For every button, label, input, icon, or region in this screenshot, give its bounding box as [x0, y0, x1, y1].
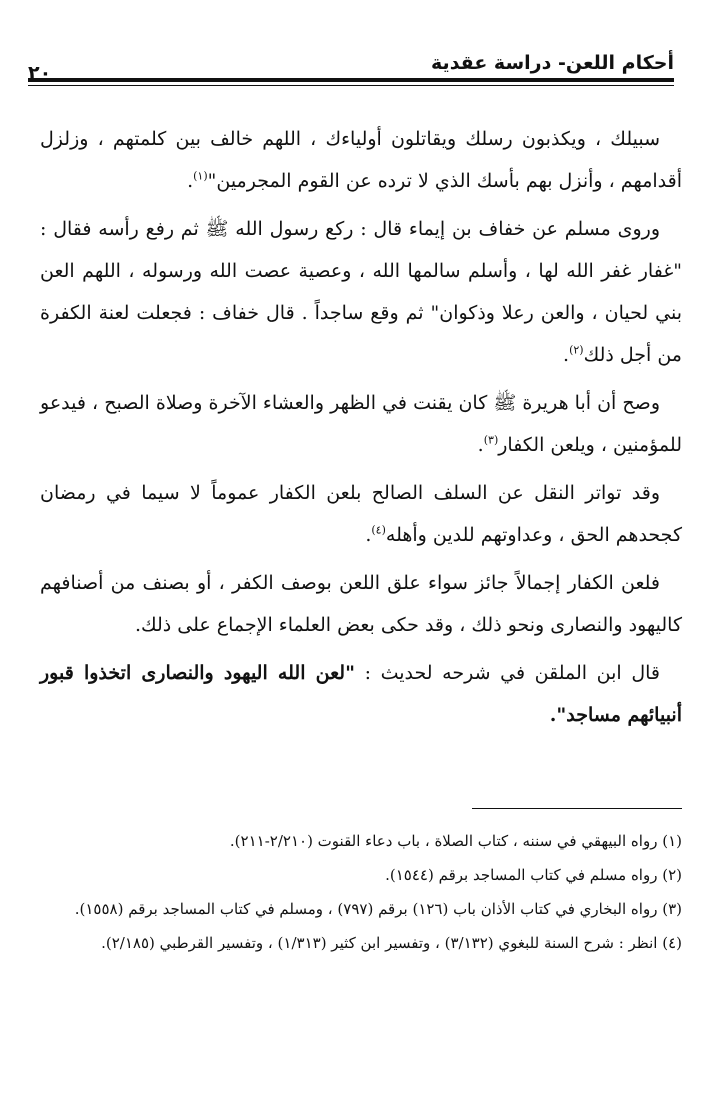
footnote: (٢) رواه مسلم في كتاب المساجد برقم (١٥٤٤). — [385, 866, 682, 884]
footnote-separator — [472, 808, 682, 809]
footnote-marker[interactable]: (٢) — [569, 343, 584, 357]
paragraph-closing: قال ابن الملقن في شرحه لحديث : "لعن الله اليهود والنصارى اتخذوا قبور أنبيائهم مساجد". — [40, 662, 682, 726]
paragraph: وروى مسلم عن خفاف بن إيماء قال : ركع رسول الله ﷺ ثم رفع رأسه فقال : "غفار غفر الله لها ، وأسلم سالمها الله ، وعصية عصت الله ورسوله ، اللهم العن بني لحيان ، والعن رعلا وذكوان" ثم وقع ساجداً . قال خفاف : فجعلت لعنة الكفرة من أجل ذلك$^{(٢)}$. — [40, 218, 682, 366]
paragraph: وقد تواتر النقل عن السلف الصالح بلعن الكفار عموماً لا سيما في رمضان كجحدهم الحق ، وعداوتهم للدين وأهله$^{(٤)}$. — [40, 482, 682, 546]
paragraph: فلعن الكفار إجمالاً جائز سواء علق اللعن بوصف الكفر ، أو بصنف من أصنافهم كاليهود والنصارى ونحو ذلك ، وقد حكى بعض العلماء الإجماع على ذلك. — [40, 572, 682, 636]
page-number: ٢٠ — [28, 62, 52, 84]
footnotes — [40, 826, 682, 962]
footnote-marker[interactable]: (٤) — [371, 523, 386, 537]
hadith-quote: "لعن الله اليهود والنصارى اتخذوا قبور أنبيائهم مساجد". — [40, 662, 682, 726]
header-rule — [28, 78, 674, 86]
footnote-marker[interactable]: (١) — [193, 169, 208, 183]
main-text — [40, 118, 682, 742]
running-title: أحكام اللعن- دراسة عقدية — [431, 52, 674, 74]
paragraph: سبيلك ، ويكذبون رسلك ويقاتلون أولياءك ، اللهم خالف بين كلمتهم ، وزلزل أقدامهم ، وأنزل بهم بأسك الذي لا ترده عن القوم المجرمين"$^{(١)}$. — [40, 128, 682, 192]
footnote: (٤) انظر : شرح السنة للبغوي (٣/١٣٢) ، وتفسير ابن كثير (١/٣١٣) ، وتفسير القرطبي (٢/١٨٥). — [101, 934, 682, 952]
footnote: (١) رواه البيهقي في سننه ، كتاب الصلاة ، باب دعاء القنوت (٢/٢١٠-٢١١). — [229, 832, 682, 850]
page-header — [28, 52, 674, 86]
footnote: (٣) رواه البخاري في كتاب الأذان باب (١٢٦) برقم (٧٩٧) ، ومسلم في كتاب المساجد برقم (١٥٥٨). — [74, 900, 682, 918]
paragraph: وصح أن أبا هريرة ﷺ كان يقنت في الظهر والعشاء الآخرة وصلاة الصبح ، فيدعو للمؤمنين ، ويلعن الكفار$^{(٣)}$. — [40, 392, 682, 456]
footnote-marker[interactable]: (٣) — [483, 433, 499, 447]
